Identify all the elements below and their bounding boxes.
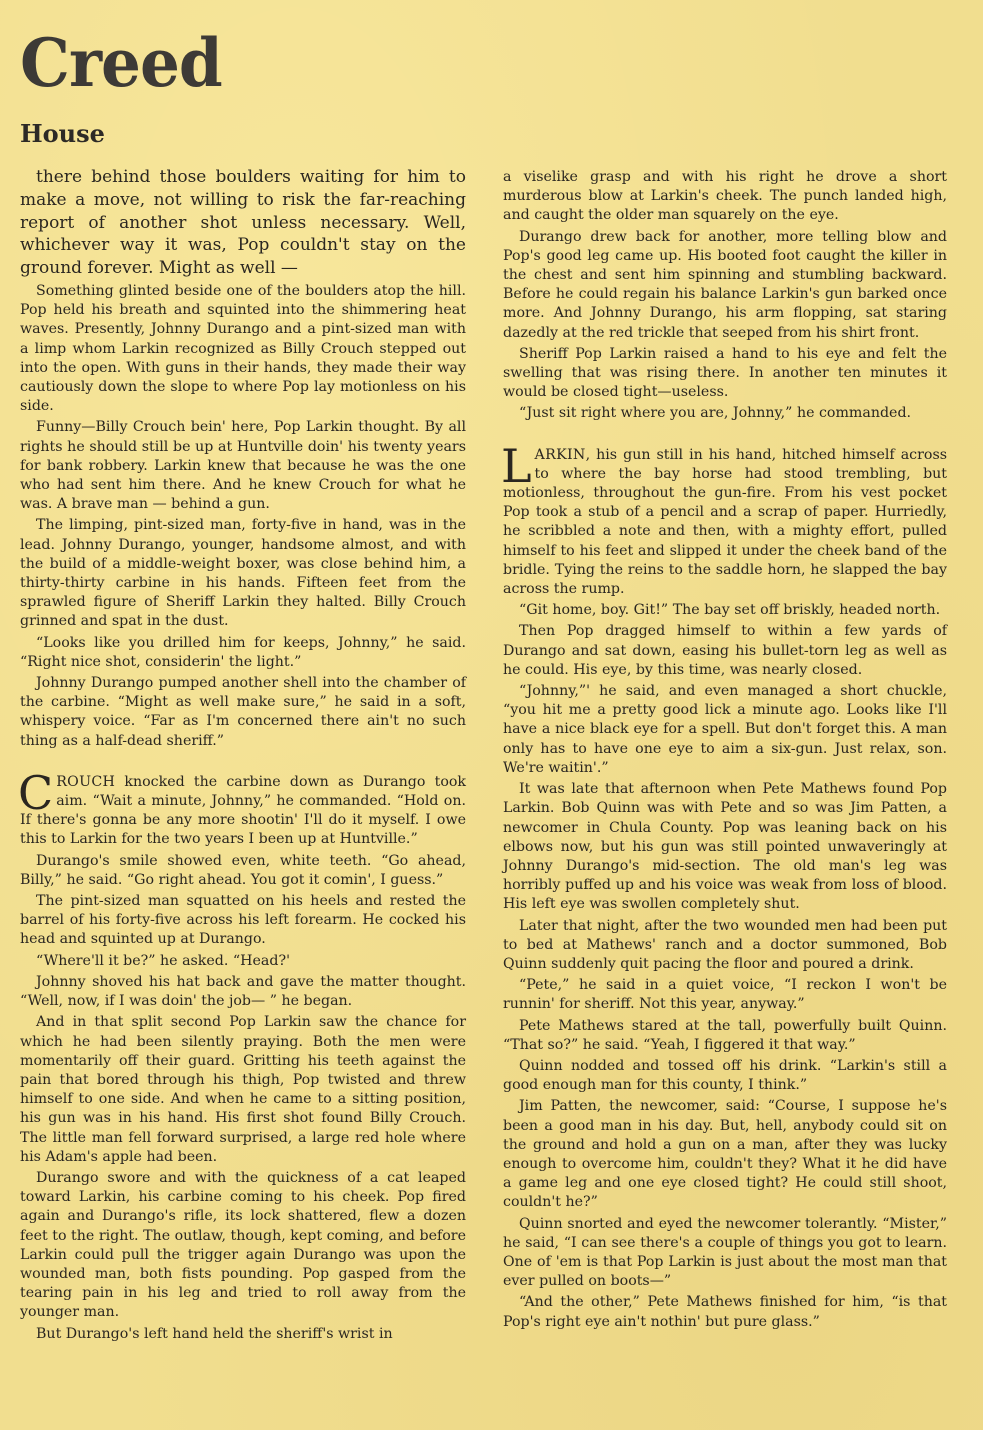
paragraph: The pint-sized man squatted on his heels and rested the barrel of his forty-five across his left forearm. He cocked his head and squinted up at Durango. — [20, 893, 466, 948]
section-opening-paragraph — [501, 438, 947, 600]
paragraph: But Durango's left hand held the sheriff's wrist in — [36, 1325, 393, 1342]
paragraph: Durango drew back for another, more telling blow and Pop's good leg came up. His booted foot caught the killer in the chest and sent him spinning and stumbling backward. Before he could regain his balance Larkin's gun barked once more. And Johnny Durango, his arm flopping, sat staring dazedly at the red trickle that seeped from his shirt front. — [503, 228, 947, 341]
drop-cap: L — [501, 438, 532, 493]
paragraph: And in that split second Pop Larkin saw the chance for which he had been silently praying. Both the men were momentarily off their guard. Gritting his teeth against the pain that bored through his thigh, Pop twisted and threw himself to one side. And when he came to a sitting position, his gun was in his hand. His first shot found Billy Crouch. The little man fell forward surprised, a large red hole where his Adam's apple had been. — [20, 1014, 466, 1165]
story-title: Creed — [20, 24, 222, 102]
paragraph: The limping, pint-sized man, forty-five in hand, was in the lead. Johnny Durango, younger, handsome almost, and with the build of a middle-weight boxer, was close behind him, a thirty-thirty carbine in his hands. Fifteen feet from the sprawled figure of Sheriff Larkin they halted. Billy Crouch grinned and spat in the dust. — [20, 517, 466, 630]
paragraph: “And the other,” Pete Mathews finished for him, “is that Pop's right eye ain't nothin' but pure glass.” — [503, 1294, 947, 1330]
paragraph: Johnny shoved his hat back and gave the matter thought. “Well, now, if I was doin' the job— ” he began. — [20, 973, 466, 1010]
section-opening-paragraph — [18, 765, 466, 850]
paragraph: It was late that afternoon when Pete Mathews found Pop Larkin. Bob Quinn was with Pete and so was Jim Patten, a newcomer in Chula County. Pop was leaning back on his elbows now, but his gun was still pointed unwaveringly at Johnny Durango's mid-section. The old man's leg was horribly puffed up and his voice was weak from loss of blood. His left eye was swollen completely shut. — [503, 781, 947, 913]
paragraph: “Git home, boy. Git!” The bay set off briskly, headed north. — [519, 602, 941, 619]
paragraph: Sheriff Pop Larkin raised a hand to his eye and felt the swelling that was rising there. In another ten minutes it would be closed tight—useless. — [503, 345, 947, 401]
caps-word: ROUCH — [56, 773, 116, 790]
paragraph: Funny—Billy Crouch bein' here, Pop Larkin thought. By all rights he should still be up at Huntville doin' his twenty years for bank robbery. Larkin knew that because he was the one who had sent him there. And he knew Crouch for what he was. A brave man — behind a gun. — [20, 419, 466, 513]
story-subtitle: House — [20, 119, 105, 148]
paragraph: “Just sit right where you are, Johnny,” he commanded. — [519, 405, 912, 422]
lead-paragraph: there behind those boulders waiting for him to make a move, not willing to risk the far-reaching report of another shot unless necessary. Well, whichever way it was, Pop couldn't stay on the ground forever. Might as well — — [20, 167, 466, 279]
paragraph: Pete Mathews stared at the tall, powerfully built Quinn. “That so?” he said. “Yeah, I figgered it that way.” — [503, 1017, 947, 1053]
left-column — [20, 166, 466, 1346]
paragraph: Jim Patten, the newcomer, said: “Course, I suppose he's been a good man in his day. But, hell, anybody could sit on the ground and hold a gun on a man, after they was lucky enough to overcome him, couldn't they? What it he did have a game leg and one eye closed tight? He could still shoot, couldn't he?” — [503, 1098, 947, 1211]
paragraph: Durango swore and with the quickness of a cat leaped toward Larkin, his carbine coming to his cheek. Pop fired again and Durango's rifle, its lock shattered, flew a dozen feet to the right. The outlaw, though, kept coming, and before Larkin could pull the trigger again Durango was upon the wounded man, both fists pounding. Pop gasped from the tearing pain in his leg and tried to roll away from the younger man. — [20, 1169, 466, 1321]
paragraph: Quinn nodded and tossed off his drink. “Larkin's still a good enough man for this county, I think.” — [503, 1057, 947, 1094]
paragraph: Durango's smile showed even, white teeth. “Go ahead, Billy,” he said. “Go right ahead. You got it comin', I guess.” — [20, 852, 466, 888]
continuation-paragraph: a viselike grasp and with his right he drove a short murderous blow at Larkin's cheek. The punch landed high, and caught the older man squarely on the eye. — [503, 169, 947, 224]
paragraph: “Where'll it be?” he asked. “Head?' — [36, 952, 290, 969]
paragraph: Johnny Durango pumped another shell into the chamber of the carbine. “Might as well make sure,” he said in a soft, whispery voice. “Far as I'm concerned there ain't no such thing as a half-dead sheriff.” — [20, 675, 466, 749]
paragraph: Later that night, after the two wounded men had been put to bed at Mathews' ranch and a doctor summoned, Bob Quinn suddenly quit pacing the floor and poured a drink. — [503, 917, 947, 972]
paragraph: Something glinted beside one of the boulders atop the hill. Pop held his breath and squinted into the shimmering heat waves. Presently, Johnny Durango and a pint-sized man with a limp whom Larkin recognized as Billy Crouch stepped out into the open. With guns in their hands, they made their way cautiously down the slope to where Pop lay motionless on his side. — [20, 282, 466, 415]
caps-word: ARKIN — [534, 446, 586, 463]
paragraph: “Pete,” he said in a quiet voice, “I reckon I won't be runnin' for sheriff. Not this year, anyway.” — [503, 977, 947, 1013]
drop-cap: C — [18, 765, 54, 820]
paragraph: “Looks like you drilled him for keeps, Johnny,” he said. “Right nice shot, considerin' the light.” — [20, 634, 466, 670]
paragraph-text: knocked the carbine down as Durango took aim. “Wait a minute, Johnny,” he commanded. “Hold on. If there's gonna be any more shootin' I'll do it myself. I owe this to Larkin for the two years I been up at Huntville.” — [20, 773, 466, 848]
right-column — [503, 168, 947, 1334]
paragraph: Then Pop dragged himself to within a few yards of Durango and sat down, easing his bullet-torn leg as well as he could. His eye, by this time, was nearly closed. — [503, 623, 947, 678]
paragraph: “Johnny,”' he said, and even managed a short chuckle, “you hit me a pretty good lick a minute ago. Looks like I'll have a nice black eye for a spell. But don't forget this. A man only has to have one eye to aim a six-gun. Just relax, son. We're waitin'.” — [503, 683, 947, 776]
paragraph-text: , his gun still in his hand, hitched himself across to where the bay horse had stood trembling, but motionless, throughout the gun-fire. From his vest pocket Pop took a stub of a pencil and a scrap of paper. Hurriedly, he scribbled a note and then, with a mighty effort, pulled himself to his feet and slipped it under the cheek band of the bridle. Tying the reins to the saddle horn, he slapped the bay across the rump. — [503, 446, 947, 598]
paragraph: Quinn snorted and eyed the newcomer tolerantly. “Mister,” he said, “I can see there's a couple of things you got to learn. One of 'em is that Pop Larkin is just about the most man that ever pulled on boots—” — [503, 1215, 947, 1290]
